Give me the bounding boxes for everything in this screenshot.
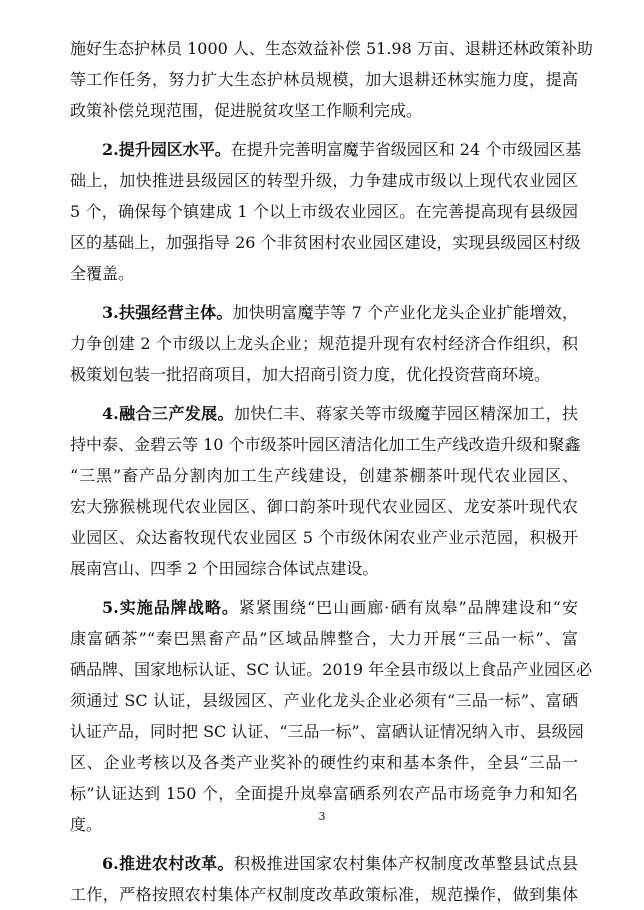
- paragraph-line: 等工作任务，努力扩大生态护林员规模，加大退耕还林实施力度，提高: [70, 70, 578, 89]
- paragraph-line: 5 个，确保每个镇建成 1 个以上市级农业园区。在完善提高现有县级园: [70, 202, 578, 221]
- section-3-paragraph: [70, 297, 578, 390]
- paragraph-text: 加快仁丰、蒋家关等市级魔芋园区精深加工，扶: [233, 404, 578, 423]
- paragraph-first-line: [70, 297, 578, 328]
- paragraph-line: 政策补偿兑现范围，促进脱贫攻坚工作顺利完成。: [70, 101, 423, 120]
- paragraph-text: 紧紧围绕“巴山画廊·硒有岚皋”品牌建设和“安: [238, 598, 578, 617]
- paragraph-text: 积极推进国家农村集体产权制度改革整县试点县: [233, 854, 578, 873]
- paragraph-line: 力争创建 2 个市级以上龙头企业；规范提升现有农村经济合作组织，积: [70, 334, 578, 353]
- paragraph-line: 标”认证达到 150 个，全面提升岚皋富硒系列农产品市场竞争力和知名: [70, 784, 578, 803]
- section-heading: 5.实施品牌战略。: [102, 598, 239, 617]
- section-6-paragraph: [70, 848, 578, 910]
- section-heading: 3.扶强经营主体。: [102, 303, 233, 322]
- section-heading: 4.融合三产发展。: [102, 404, 234, 423]
- section-2-paragraph: [70, 134, 582, 289]
- paragraph-line: “三黑”畜产品分割肉加工生产线建设，创建茶棚茶叶现代农业园区、: [70, 466, 578, 485]
- paragraph-first-line: [70, 134, 582, 165]
- section-heading: 2.提升园区水平。: [102, 140, 231, 159]
- paragraph-line: 础上，加快推进县级园区的转型升级，力争建成市级以上现代农业园区: [70, 171, 578, 190]
- paragraph-line: 宏大猕猴桃现代农业园区、御口韵茶叶现代农业园区、龙安茶叶现代农: [70, 497, 578, 516]
- paragraph-first-line: [70, 592, 578, 623]
- paragraph-text: 加快明富魔芋等 7 个产业化龙头企业扩能增效，: [232, 303, 578, 322]
- paragraph-line: 极策划包装一批招商项目，加大招商引资力度，优化投资营商环境。: [70, 365, 551, 384]
- section-heading: 6.推进农村改革。: [102, 854, 234, 873]
- paragraph-line: 持中泰、金碧云等 10 个市级茶叶园区清洁化加工生产线改造升级和聚鑫: [70, 435, 581, 454]
- paragraph-line: 度。: [70, 815, 103, 834]
- paragraph-line: 施好生态护林员 1000 人、生态效益补偿 51.98 万亩、退耕还林政策补助: [70, 39, 593, 58]
- paragraph-line: 工作，严格按照农村集体产权制度改革政策标准，规范操作，做到集体: [70, 885, 578, 904]
- paragraph-line: 展南宫山、四季 2 个田园综合体试点建设。: [70, 559, 379, 578]
- paragraph-text: 在提升完善明富魔芋省级园区和 24 个市级园区基: [230, 140, 582, 159]
- paragraph-line: 认证产品，同时把 SC 认证、“三品一标”、富硒认证情况纳入市、县级园: [70, 722, 584, 741]
- paragraph-line: 业园区、众达畜牧现代农业园区 5 个市级休闲农业产业示范园，积极开: [70, 528, 578, 547]
- paragraph-line: 全覆盖。: [70, 264, 135, 283]
- section-4-paragraph: [70, 398, 581, 584]
- paragraph-first-line: [70, 848, 578, 879]
- paragraph-line: 须通过 SC 认证，县级园区、产业化龙头企业必须有“三品一标”、富硒: [70, 691, 578, 710]
- paragraph-line: 康富硒茶”“秦巴黑畜产品”区域品牌整合，大力开展“三品一标”、富: [70, 629, 578, 648]
- paragraph-line: 硒品牌、国家地标认证、SC 认证。2019 年全县市级以上食品产业园区必: [70, 660, 593, 679]
- paragraph-line: 区、企业考核以及各类产业奖补的硬性约束和基本条件，全县“三品一: [70, 753, 578, 772]
- intro-paragraph: [70, 0, 593, 126]
- body-text: [70, 0, 593, 910]
- paragraph-line: 区的基础上，加强指导 26 个非贫困村农业园区建设，实现县级园区村级: [70, 233, 581, 252]
- paragraph-first-line: [70, 398, 578, 429]
- section-5-paragraph: [70, 592, 593, 840]
- page-number: 3: [318, 810, 326, 823]
